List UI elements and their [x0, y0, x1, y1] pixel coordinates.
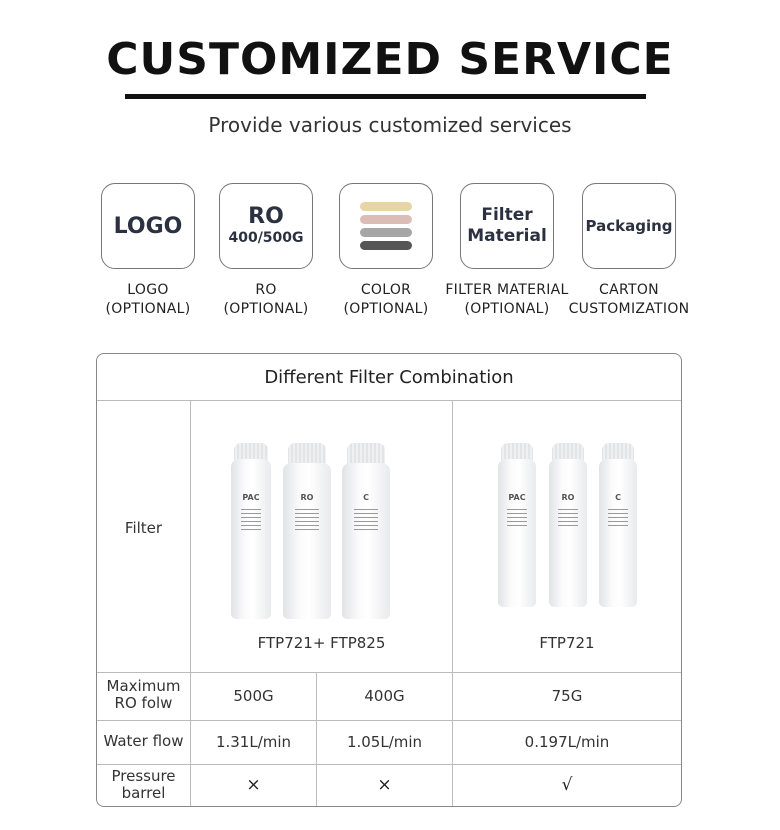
ro-caption-line2: (OPTIONAL) [223, 301, 309, 317]
pressure-b-check-icon: √ [561, 775, 573, 795]
row-label-filter: Filter [124, 519, 163, 537]
cartridge-pac [498, 459, 536, 607]
water-flow-a1: 1.31L/min [215, 733, 292, 751]
cartridge-label-pac: PAC [508, 493, 526, 502]
cartridge-label-lines [295, 509, 319, 533]
cartridge-cap [347, 443, 385, 465]
color-swatch-pink [360, 215, 412, 224]
color-caption [321, 281, 451, 319]
row-label-pressure-line2: barrel [121, 784, 166, 802]
pressure-a2-cross-icon: × [377, 775, 392, 795]
filter-material-caption-line2: (OPTIONAL) [464, 301, 550, 317]
cartridge-ro [549, 459, 587, 607]
table-heading: Different Filter Combination [264, 367, 514, 388]
filter-material-box-text: Filter [481, 205, 533, 225]
water-flow-b: 0.197L/min [524, 733, 610, 751]
filter-material-caption-line1: FILTER MATERIAL [445, 282, 569, 298]
cartridge-label-lines [354, 509, 378, 533]
option-packaging [564, 183, 694, 319]
option-color [321, 183, 451, 319]
ro-caption-line1: RO [255, 282, 277, 298]
cartridge-pac [231, 459, 271, 619]
filter-material-caption [442, 281, 572, 319]
cartridge-label-c: C [615, 493, 621, 502]
logo-option-box [101, 183, 195, 269]
color-option-box [339, 183, 433, 269]
option-filter-material [442, 183, 572, 319]
row-label-max-flow-line1: Maximum [106, 677, 181, 695]
max-flow-b: 75G [551, 687, 583, 705]
option-ro [201, 183, 331, 319]
filter-set-b-image [453, 401, 681, 623]
color-swatch-dark [360, 241, 412, 250]
logo-caption-line1: LOGO [127, 282, 169, 298]
max-flow-a2: 400G [364, 687, 405, 705]
row-label-max-flow-line2: RO folw [114, 694, 173, 712]
row-label-max-flow [97, 678, 190, 712]
cartridge-label-lines [558, 509, 578, 529]
option-logo [83, 183, 213, 319]
row-label-water-flow: Water flow [103, 732, 184, 750]
cartridge-label-lines [241, 509, 261, 533]
table-rule [97, 720, 681, 721]
cartridge-c [342, 463, 390, 619]
cartridge-label-c: C [363, 493, 369, 502]
cartridge-c [599, 459, 637, 607]
water-flow-a2: 1.05L/min [346, 733, 423, 751]
ro-option-box [219, 183, 313, 269]
page-subtitle: Provide various customized services [208, 113, 572, 137]
cartridge-ro [283, 463, 331, 619]
page-title: CUSTOMIZED SERVICE [106, 34, 674, 85]
cartridge-label-lines [608, 509, 628, 529]
table-rule [97, 764, 681, 765]
filter-material-option-box [460, 183, 554, 269]
packaging-option-box [582, 183, 676, 269]
packaging-caption [564, 281, 694, 319]
color-caption-line2: (OPTIONAL) [343, 301, 429, 317]
color-caption-line1: COLOR [360, 282, 412, 298]
filter-set-b-model: FTP721 [539, 634, 595, 652]
cartridge-label-ro: RO [561, 493, 575, 502]
filter-set-a-model: FTP721+ FTP825 [257, 634, 386, 652]
ro-box-text: RO [248, 204, 284, 229]
packaging-caption-line1: CARTON [599, 282, 659, 298]
filter-material-box-subtext: Material [467, 226, 547, 246]
logo-box-text: LOGO [113, 213, 183, 239]
pressure-a1-cross-icon: × [246, 775, 261, 795]
max-flow-a1: 500G [233, 687, 274, 705]
row-label-pressure [97, 768, 190, 802]
row-label-pressure-line1: Pressure [111, 767, 176, 785]
packaging-caption-line2: CUSTOMIZATION [568, 301, 690, 317]
ro-box-subtext: 400/500G [228, 230, 304, 246]
ro-caption [201, 281, 331, 319]
color-swatch-beige [360, 202, 412, 211]
filter-combination-table [96, 353, 682, 807]
packaging-box-text: Packaging [585, 217, 673, 235]
logo-caption [83, 281, 213, 319]
table-rule [97, 672, 681, 673]
filter-set-a-image [191, 401, 452, 623]
cartridge-label-ro: RO [300, 493, 314, 502]
cartridge-label-lines [507, 509, 527, 529]
color-swatch-grey [360, 228, 412, 237]
title-underline [125, 94, 646, 99]
logo-caption-line2: (OPTIONAL) [105, 301, 191, 317]
cartridge-cap [288, 443, 326, 465]
cartridge-label-pac: PAC [242, 493, 260, 502]
